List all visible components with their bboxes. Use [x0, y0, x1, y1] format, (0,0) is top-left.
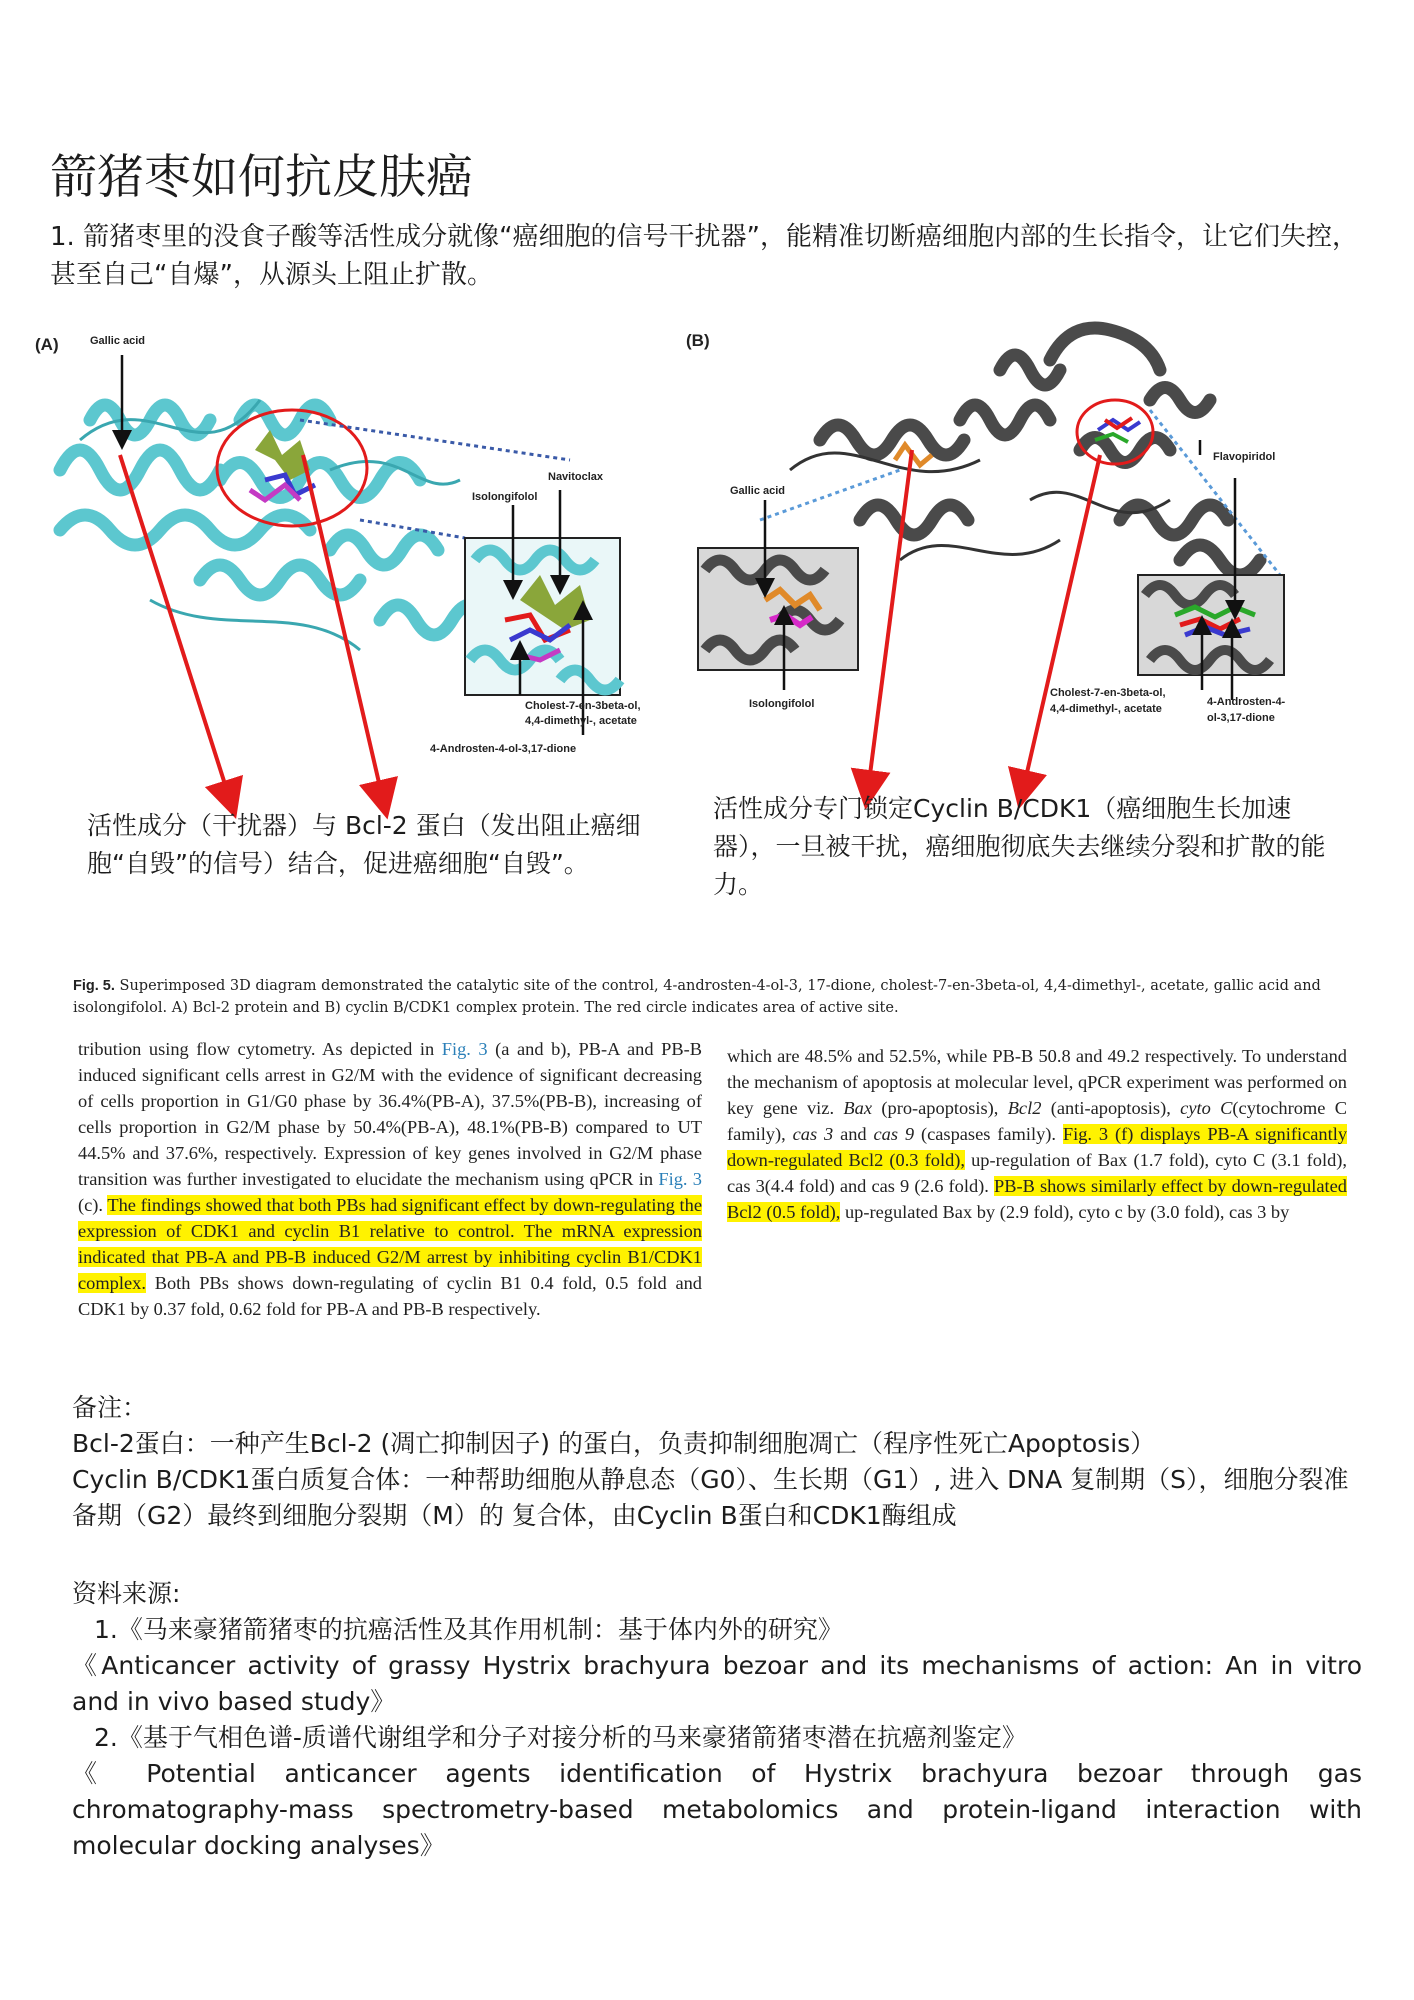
excerpt-text: (caspases family). [914, 1124, 1063, 1144]
figure-caption [73, 975, 1363, 1019]
excerpt-text: (a and b), PB-A and PB-B induced significant cells arrest in G2/M with the evidence of significant decreasing of cells proportion in G1/G0 phase by 36.4%(PB-A), 37.5%(PB-B), increasing of cells proportion in G2/M phase by 50.4%(PB-A), 48.1%(PB-B) compared to UT 44.5% and 37.6%, respectively. Expression of key genes involved in G2/M phase transition was further investigated to elucidate the mechanism using qPCR in [78, 1039, 702, 1189]
label-b-cholest-2: 4,4-dimethyl-, acetate [1050, 703, 1162, 715]
highlighted-finding: PB-B shows similarly effect by down-regulated Bcl2 (0.5 fold), [727, 1176, 1347, 1222]
note-cyclin-cdk1: Cyclin B/CDK1蛋白质复合体：一种帮助细胞从静息态（G0）、生长期（G1）, 进入 DNA 复制期（S），细胞分裂准备期（G2）最终到细胞分裂期（M）的 复合体，由Cyclin B蛋白和CDK1酶组成 [72, 1465, 1349, 1530]
panel-a-letter: (A) [35, 335, 59, 354]
excerpt-text: (cytochrome C family), [727, 1098, 1347, 1144]
excerpt-right-column [727, 1043, 1347, 1225]
gene-name: Bcl2 [1007, 1098, 1042, 1118]
excerpt-text: (pro-apoptosis), [872, 1098, 1008, 1118]
inset-a [465, 538, 620, 695]
gene-name: cas 9 [873, 1124, 915, 1144]
label-a-androsten: 4-Androsten-4-ol-3,17-dione [430, 743, 577, 755]
source-1-cn: 1.《马来豪猪箭猪枣的抗癌活性及其作用机制：基于体内外的研究》 [94, 1615, 843, 1644]
excerpt-text: which are 48.5% and 52.5%, while PB-B 50.8 and 49.2 respectively. To understand the mechanism of apoptosis at molecular level, qPCR experiment was performed on key gene viz. [727, 1046, 1347, 1118]
gene-name: Bax [843, 1098, 873, 1118]
gene-name: cas 3 [792, 1124, 834, 1144]
excerpt-text: Both PBs shows down-regulating of cyclin B1 0.4 fold, 0.5 fold and CDK1 by 0.37 fold, 0.62 fold for PB-A and PB-B respectively. [78, 1273, 702, 1319]
excerpt-text: tribution using flow cytometry. As depicted in [78, 1039, 442, 1059]
source-2-cn: 2.《基于气相色谱-质谱代谢组学和分子对接分析的马来豪猪箭猪枣潜在抗癌剂鉴定》 [94, 1723, 1027, 1752]
sources-section [72, 1576, 1362, 1864]
label-b-androsten-1: 4-Androsten-4- [1207, 696, 1286, 708]
source-2-en-b: chromatography-mass spectrometry-based metabolomics and protein-ligand interaction with [72, 1795, 1362, 1824]
source-2-en-a: 《 Potential anticancer agents identification of Hystrix brachyura bezoar through gas [72, 1759, 1362, 1788]
fig-link[interactable]: Fig. 3 [658, 1169, 702, 1189]
notes-heading: 备注： [72, 1393, 148, 1422]
label-a-cholest-1: Cholest-7-en-3beta-ol, [525, 700, 641, 712]
panel-a [35, 335, 641, 755]
annotation-cyclin-cdk1: 活性成分专门锁定Cyclin B/CDK1（癌细胞生长加速器），一旦被干扰，癌细胞彻底失去继续分裂和扩散的能力。 [713, 794, 1326, 899]
highlighted-finding: Fig. 3 (f) displays PB-A significantly down-regulated Bcl2 (0.3 fold), [727, 1124, 1348, 1170]
notes-section [72, 1390, 1372, 1534]
excerpt-text: up-regulated Bax by (2.9 fold), cyto c by (3.0 fold), cas 3 by [840, 1202, 1290, 1222]
label-b-androsten-2: ol-3,17-dione [1207, 712, 1275, 724]
page-title: 箭猪枣如何抗皮肤癌 [50, 150, 473, 205]
label-b-gallic: Gallic acid [730, 485, 786, 497]
caption-label: Fig. 5. [73, 978, 115, 994]
source-1-en-a: 《Anticancer activity of grassy Hystrix brachyura bezoar and its mechanisms of action: An in vitro [72, 1651, 1362, 1680]
label-a-gallic: Gallic acid [90, 335, 146, 347]
panel-b-letter: (B) [686, 331, 710, 350]
label-a-isolongifolol: Isolongifolol [472, 491, 538, 503]
annotation-bcl2: 活性成分（干扰器）与 Bcl-2 蛋白（发出阻止癌细胞“自毁”的信号）结合，促进癌细胞“自毁”。 [87, 811, 641, 878]
label-a-navitoclax: Navitoclax [548, 471, 604, 483]
excerpt-text: (c). [78, 1195, 108, 1215]
gene-name: cyto C [1180, 1098, 1233, 1118]
excerpt-text: (anti-apoptosis), [1041, 1098, 1181, 1118]
label-a-cholest-2: 4,4-dimethyl-, acetate [525, 715, 637, 727]
highlighted-finding: The findings showed that both PBs had significant effect by down-regulating the expression of CDK1 and cyclin B1 relative to control. The mRNA expression indicated that PB-A and PB-B induced G2/M arrest by inhibiting cyclin B1/CDK1 complex. [78, 1195, 702, 1293]
note-bcl2: Bcl-2蛋白：一种产生Bcl-2 (凋亡抑制因子) 的蛋白，负责抑制细胞凋亡（程序性死亡Apoptosis） [72, 1429, 1156, 1458]
source-1-en-b: and in vivo based study》 [72, 1687, 396, 1716]
inset-b-right [1138, 575, 1284, 675]
intro-paragraph: 1. 箭猪枣里的没食子酸等活性成分就像“癌细胞的信号干扰器”，能精准切断癌细胞内部的生长指令，让它们失控，甚至自己“自爆”，从源头上阻止扩散。 [50, 222, 1359, 290]
source-2-en-c: molecular docking analyses》 [72, 1831, 445, 1860]
panel-b [686, 328, 1286, 724]
label-b-flavopiridol: Flavopiridol [1213, 451, 1276, 463]
inset-b-left [698, 548, 858, 670]
caption-text: Superimposed 3D diagram demonstrated the catalytic site of the control, 4-androsten-4-ol-3, 17-dione, cholest-7-en-3beta-ol, 4,4-dimethyl-, acetate, gallic acid and isolongifolol. A) Bcl-2 protein and B) cyclin B/CDK1 complex protein. The red circle indicates area of active site. [73, 978, 1321, 1016]
label-b-isolongifolol: Isolongifolol [749, 698, 815, 710]
fig-link[interactable]: Fig. 3 [441, 1039, 488, 1059]
label-b-cholest-1: Cholest-7-en-3beta-ol, [1050, 687, 1166, 699]
sources-heading: 资料来源: [72, 1579, 181, 1608]
cdk1-protein-ribbon [820, 328, 1260, 575]
excerpt-text: and [833, 1124, 874, 1144]
excerpt-text: up-regulation of Bax (1.7 fold), cyto C (3.1 fold), cas 3(4.4 fold) and cas 9 (2.6 fold). [727, 1150, 1347, 1196]
excerpt-left-column [78, 1036, 702, 1322]
